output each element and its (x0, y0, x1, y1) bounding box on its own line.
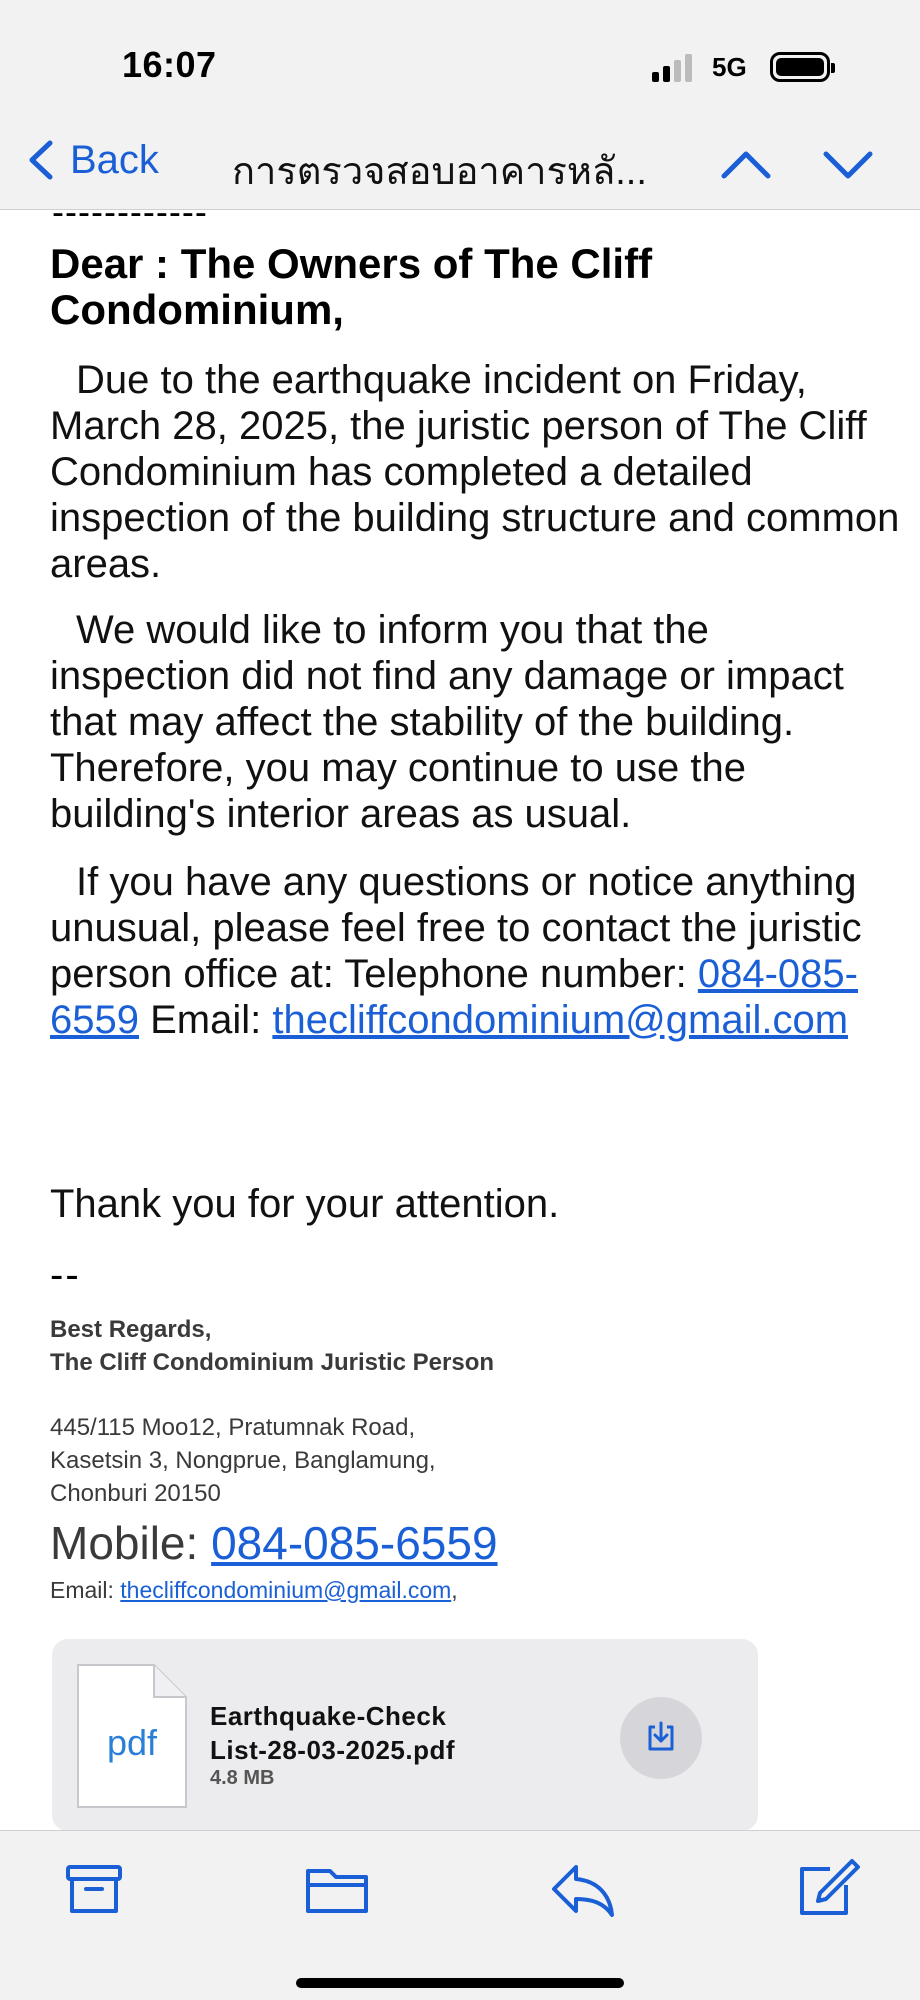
chevron-up-icon (716, 136, 776, 192)
reply-icon (546, 1855, 618, 1923)
phone-link[interactable]: 084-085-6559 (50, 952, 858, 1042)
chevron-left-icon (26, 139, 56, 181)
archive-button[interactable] (58, 1855, 130, 1923)
email-body[interactable] (0, 211, 920, 1831)
attachment-name-line-1: Earthquake-Check (210, 1701, 447, 1731)
next-message-button[interactable] (818, 136, 878, 192)
archive-icon (58, 1855, 130, 1923)
signature-regards: Best Regards, (50, 1316, 212, 1343)
attachment-name (210, 1699, 455, 1767)
move-to-folder-button[interactable] (302, 1855, 374, 1923)
status-time: 16:07 (122, 44, 217, 85)
paragraph-1 (50, 357, 900, 587)
status-bar (0, 0, 920, 118)
signature-email-line (50, 1577, 458, 1604)
attachment-card[interactable] (52, 1639, 758, 1831)
signature-sender: The Cliff Condominium Juristic Person (50, 1349, 495, 1376)
back-button[interactable] (26, 130, 159, 190)
folder-icon (302, 1855, 374, 1923)
paragraph-3 (50, 859, 900, 1043)
chevron-down-icon (818, 136, 878, 192)
download-icon (646, 1721, 676, 1753)
signature-email-comma: , (451, 1577, 458, 1603)
signature-email-link[interactable]: thecliffcondominium@gmail.com (120, 1577, 452, 1603)
attachment-name-line-2: List-28-03-2025.pdf (210, 1735, 456, 1765)
compose-button[interactable] (790, 1855, 862, 1923)
signature-email-label: Email: (50, 1577, 114, 1603)
email-subject-title: การตรวจสอบอาคารหลั... (232, 151, 647, 193)
pdf-file-icon (74, 1661, 190, 1811)
paragraph-2-text: We would like to inform you that the inspection did not find any damage or impact that may affect the stability of the building. Therefore, you may continue to use the building's interior areas as usual. (50, 608, 844, 836)
address-line-2: Kasetsin 3, Nongprue, Banglamung, (50, 1447, 436, 1474)
paragraph-3-text: If you have any questions or notice anything unusual, please feel free to contact the juristic person office at: Telephone number: (50, 860, 862, 996)
back-label: Back (70, 137, 159, 182)
pdf-icon-label: pdf (106, 1722, 158, 1763)
download-button[interactable] (620, 1697, 702, 1779)
thank-you-line: Thank you for your attention. (50, 1182, 560, 1226)
signature-dash: -- (50, 1253, 81, 1297)
address-line-1: 445/115 Moo12, Pratumnak Road, (50, 1414, 416, 1441)
email-link[interactable]: thecliffcondominium@gmail.com (272, 998, 849, 1042)
home-indicator[interactable] (296, 1978, 624, 1988)
mobile-label: Mobile: (50, 1517, 199, 1569)
paragraph-1-text: Due to the earthquake incident on Friday, March 28, 2025, the juristic person of The Cliff Condominium has completed a detailed inspection of the building structure and common areas. (50, 358, 900, 586)
battery-icon (770, 52, 830, 82)
bottom-toolbar (0, 1830, 920, 2000)
mobile-link[interactable]: 084-085-6559 (211, 1517, 498, 1569)
compose-icon (790, 1855, 862, 1923)
email-greeting: Dear : The Owners of The Cliff Condominium, (50, 240, 653, 333)
divider-dashes: ------------ (52, 211, 208, 232)
network-type: 5G (712, 52, 747, 82)
mobile-line (50, 1516, 498, 1570)
paragraph-2 (50, 607, 900, 837)
address-line-3: Chonburi 20150 (50, 1480, 221, 1507)
attachment-size: 4.8 MB (210, 1767, 275, 1789)
previous-message-button[interactable] (716, 136, 776, 192)
email-label: Email: (150, 998, 262, 1042)
signal-icon (652, 52, 698, 82)
reply-button[interactable] (546, 1855, 618, 1923)
nav-bar (0, 118, 920, 210)
